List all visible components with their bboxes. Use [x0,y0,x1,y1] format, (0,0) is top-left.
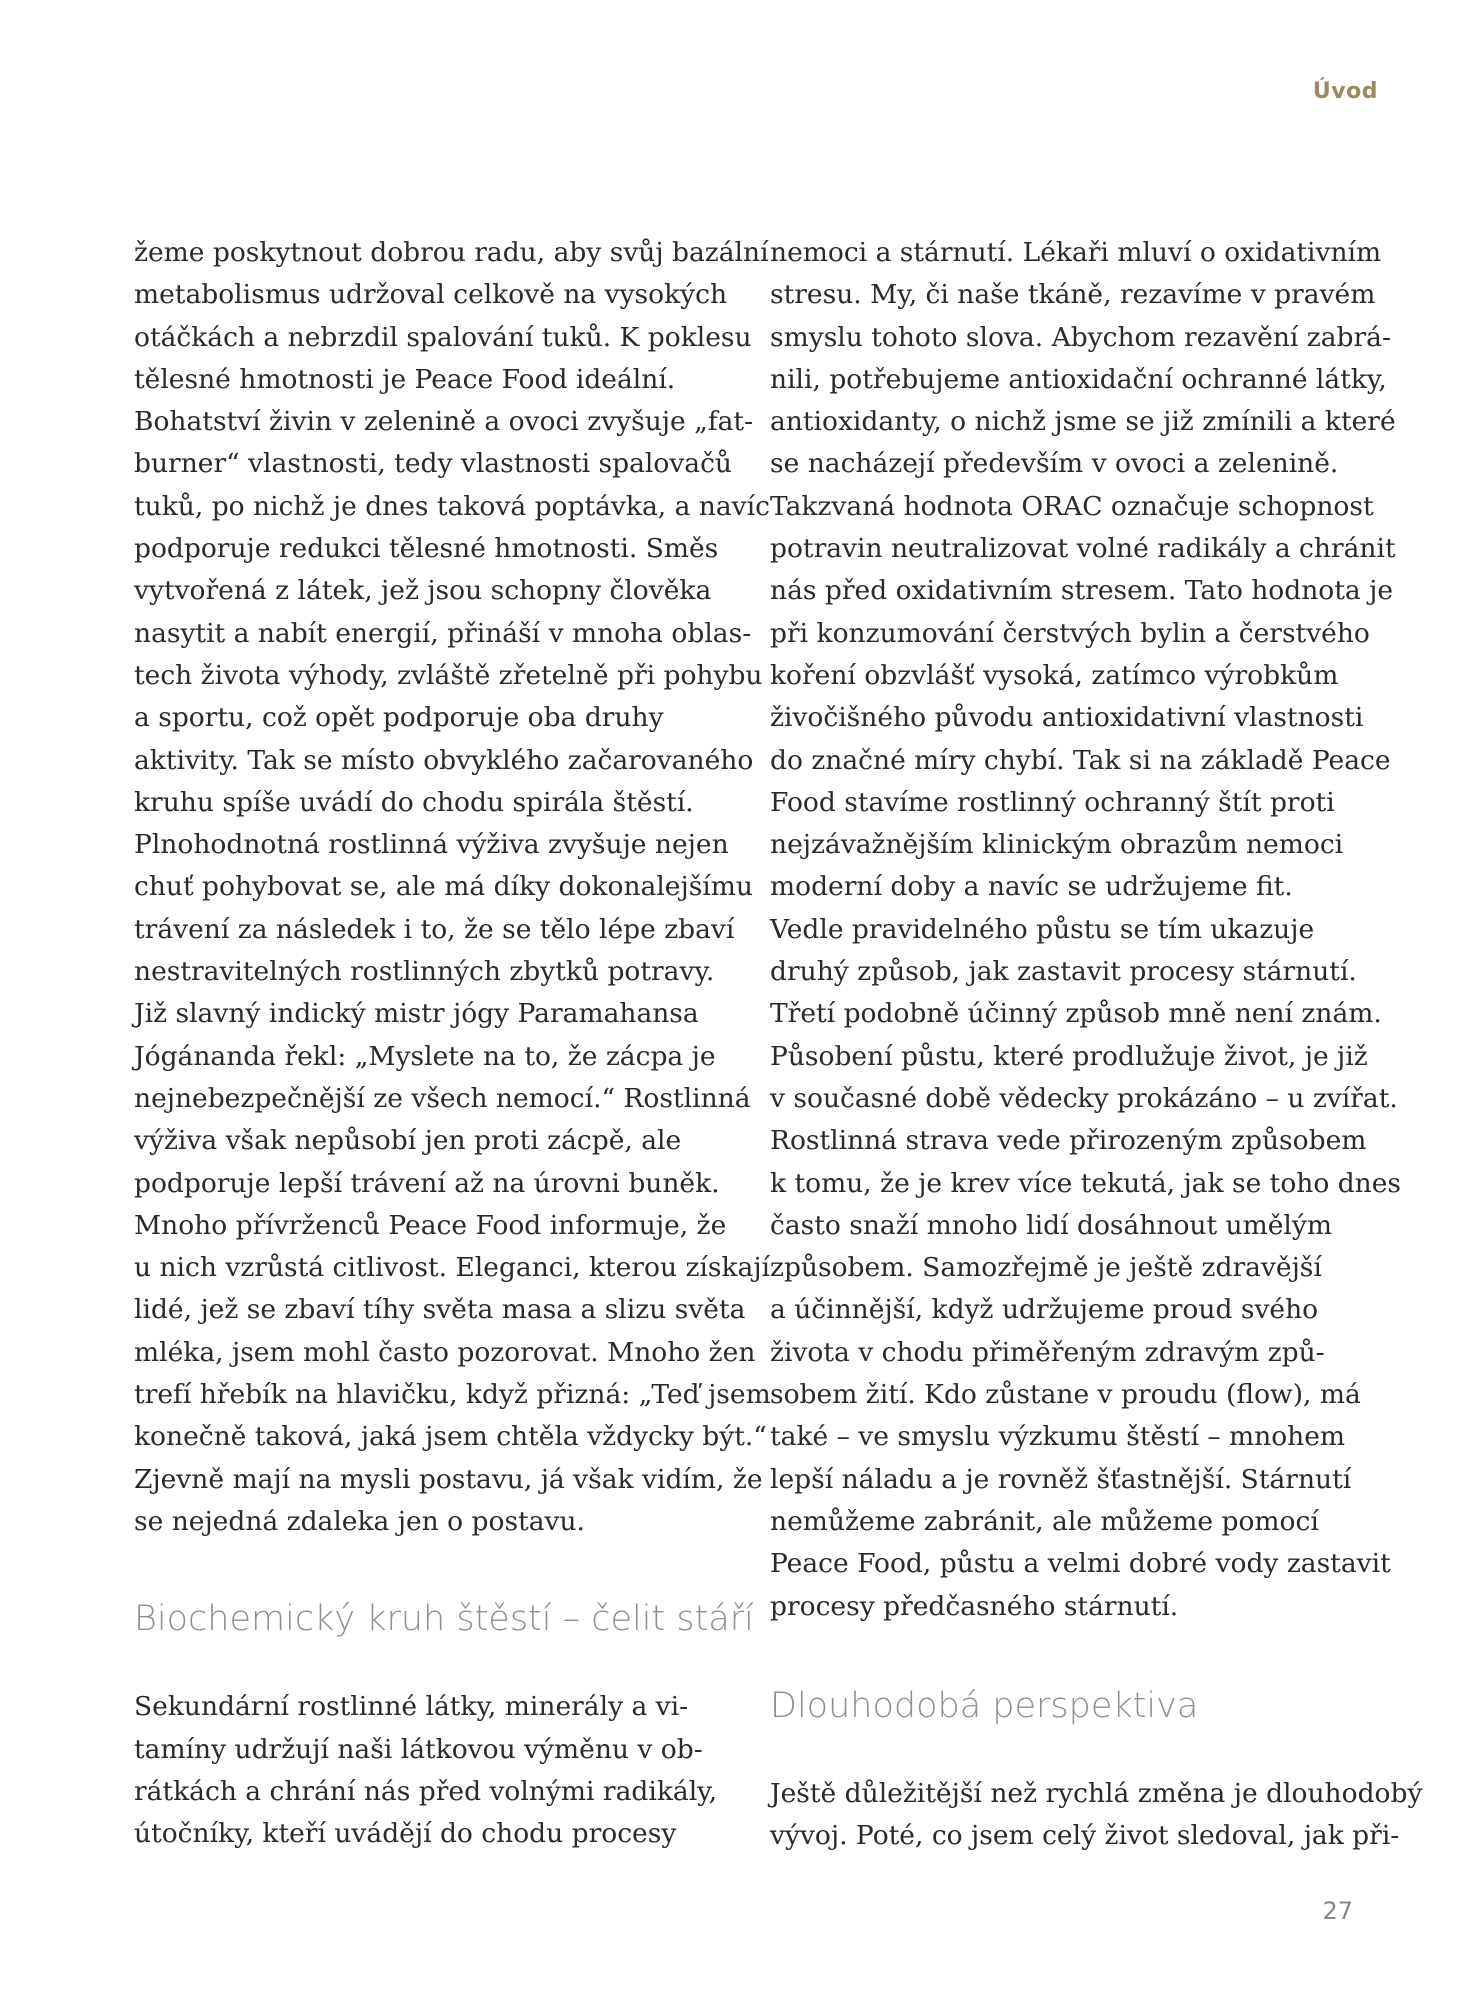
page-number: 27 [1322,1897,1353,1925]
running-head: Úvod [1312,79,1378,104]
text-line: do značné míry chybí. Tak si na základě Peace [770,744,1391,776]
left-column [134,232,771,1855]
text-line: sobem žití. Kdo zůstane v proudu (flow), má [770,1379,1361,1411]
text-line: tělesné hmotnosti je Peace Food ideální. [134,363,676,395]
left-paragraph-1 [134,232,771,1543]
text-line: výživa však nepůsobí jen proti zácpě, ale [134,1125,682,1157]
text-line: smyslu tohoto slova. Abychom rezavění zabrá- [770,321,1391,353]
text-line: Ještě důležitější než rychlá změna je dlouhodobý [770,1777,1423,1809]
text-line: Vedle pravidelného půstu se tím ukazuje [770,913,1315,945]
text-line: nestravitelných rostlinných zbytků potravy. [134,956,715,988]
text-line: v současné době vědecky prokázáno – u zvířat. [770,1082,1398,1114]
text-line: moderní doby a navíc se udržujeme fit. [770,871,1293,903]
right-paragraph-1 [770,232,1402,1628]
text-line: druhý způsob, jak zastavit procesy stárnutí. [770,956,1357,988]
text-line: a účinnější, když udržujeme proud svého [770,1294,1319,1326]
text-line: nejzávažnějším klinickým obrazům nemoci [770,829,1344,861]
text-line: procesy předčasného stárnutí. [770,1590,1179,1622]
right-column [770,232,1423,1857]
left-paragraph-2 [134,1686,734,1855]
text-line: rátkách a chrání nás před volnými radikály, [134,1775,718,1807]
text-line: metabolismus udržoval celkově na vysokých [134,279,728,311]
text-line: nemoci a stárnutí. Lékaři mluví o oxidativním [770,237,1382,268]
text-line: potravin neutralizovat volné radikály a chránit [770,533,1396,565]
text-line: tech života výhody, zvláště zřetelně při pohybu [134,659,763,691]
text-line: Jógánanda řekl: „Myslete na to, že zácpa je [134,1040,716,1072]
text-line: Sekundární rostlinné látky, minerály a vi- [134,1691,689,1723]
text-line: vývoj. Poté, co jsem celý život sledoval, jak při- [770,1820,1400,1852]
text-line: živočišného původu antioxidativní vlastnosti [770,702,1364,734]
text-line: otáčkách a nebrzdil spalování tuků. K poklesu [134,321,752,353]
text-line: Bohatství živin v zelenině a ovoci zvyšuje „fat- [134,406,754,438]
text-line: a sportu, což opět podporuje oba druhy [134,702,664,734]
text-line: nili, potřebujeme antioxidační ochranné látky, [770,363,1387,395]
text-line: tamíny udržují naši látkovou výměnu v ob- [134,1733,703,1765]
text-line: tuků, po nichž je dnes taková poptávka, a navíc [134,490,770,522]
text-line: Působení půstu, které prodlužuje život, je již [770,1040,1368,1072]
text-line: Rostlinná strava vede přirozeným způsobem [770,1125,1367,1157]
text-line: žeme poskytnout dobrou radu, aby svůj bazální [134,237,769,268]
text-line: podporuje lepší trávení až na úrovni buněk. [134,1167,720,1199]
text-line: burner“ vlastnosti, tedy vlastnosti spalovačů [134,448,732,480]
text-line: Plnohodnotná rostlinná výživa zvyšuje nejen [134,829,729,861]
text-line: způsobem. Samozřejmě je ještě zdravější [770,1252,1322,1284]
text-line: lidé, jež se zbaví tíhy světa masa a slizu světa [134,1294,746,1326]
text-line: často snaží mnoho lidí dosáhnout umělým [770,1209,1332,1241]
text-line: podporuje redukci tělesné hmotnosti. Směs [134,533,719,565]
text-line: nasytit a nabít energií, přináší v mnoha oblas- [134,617,752,649]
text-line: lepší náladu a je rovněž šťastnější. Stárnutí [770,1463,1352,1495]
text-line: také – ve smyslu výzkumu štěstí – mnohem [770,1421,1346,1453]
text-line: Mnoho přívrženců Peace Food informuje, že [134,1209,727,1241]
text-line: Již slavný indický mistr jógy Paramahansa [134,998,699,1030]
text-line: nemůžeme zabránit, ale můžeme pomocí [770,1505,1319,1537]
text-line: života v chodu přiměřeným zdravým způ- [770,1336,1325,1368]
text-line: Peace Food, půstu a velmi dobré vody zastavit [770,1548,1391,1580]
text-line: trávení za následek i to, že se tělo lépe zbaví [134,913,735,945]
right-paragraph-2 [770,1773,1423,1858]
section-heading-dlouhodoba-perspektiva: Dlouhodobá perspektiva [770,1685,1199,1726]
text-line: Třetí podobně účinný způsob mně není znám. [770,998,1382,1030]
text-line: trefí hřebík na hlavičku, když přizná: „Teď jsem [134,1379,771,1411]
text-line: nejnebezpečnější ze všech nemocí.“ Rostlinná [134,1082,751,1114]
text-line: u nich vzrůstá citlivost. Eleganci, kterou získají [134,1252,771,1284]
text-line: aktivity. Tak se místo obvyklého začarovaného [134,744,754,776]
text-line: koření obzvlášť vysoká, zatímco výrobkům [770,659,1339,691]
text-line: k tomu, že je krev více tekutá, jak se toho dnes [770,1167,1402,1199]
text-line: útočníky, kteří uvádějí do chodu procesy [134,1818,677,1850]
text-line: konečně taková, jaká jsem chtěla vždycky být.“ [134,1421,767,1453]
text-line: nás před oxidativním stresem. Tato hodnota je [770,575,1393,607]
text-line: se nacházejí především v ovoci a zelenině. [770,448,1339,480]
text-line: Food stavíme rostlinný ochranný štít proti [770,786,1335,818]
text-line: kruhu spíše uvádí do chodu spirála štěstí. [134,786,694,818]
text-line: antioxidanty, o nichž jsme se již zmínili a které [770,406,1396,438]
text-line: Takzvaná hodnota ORAC označuje schopnost [770,490,1374,522]
text-line: při konzumování čerstvých bylin a čerstvého [770,617,1370,649]
text-line: mléka, jsem mohl často pozorovat. Mnoho žen [134,1336,756,1368]
text-line: se nejedná zdaleka jen o postavu. [134,1505,585,1537]
section-heading-biochemicky-kruh: Biochemický kruh štěstí – čelit stáří [134,1599,754,1640]
text-line: stresu. My, či naše tkáně, rezavíme v pravém [770,279,1376,311]
text-line: vytvořená z látek, jež jsou schopny člověka [134,575,712,607]
text-line: chuť pohybovat se, ale má díky dokonalejšímu [134,871,753,903]
text-line: Zjevně mají na mysli postavu, já však vidím, že [134,1463,763,1495]
